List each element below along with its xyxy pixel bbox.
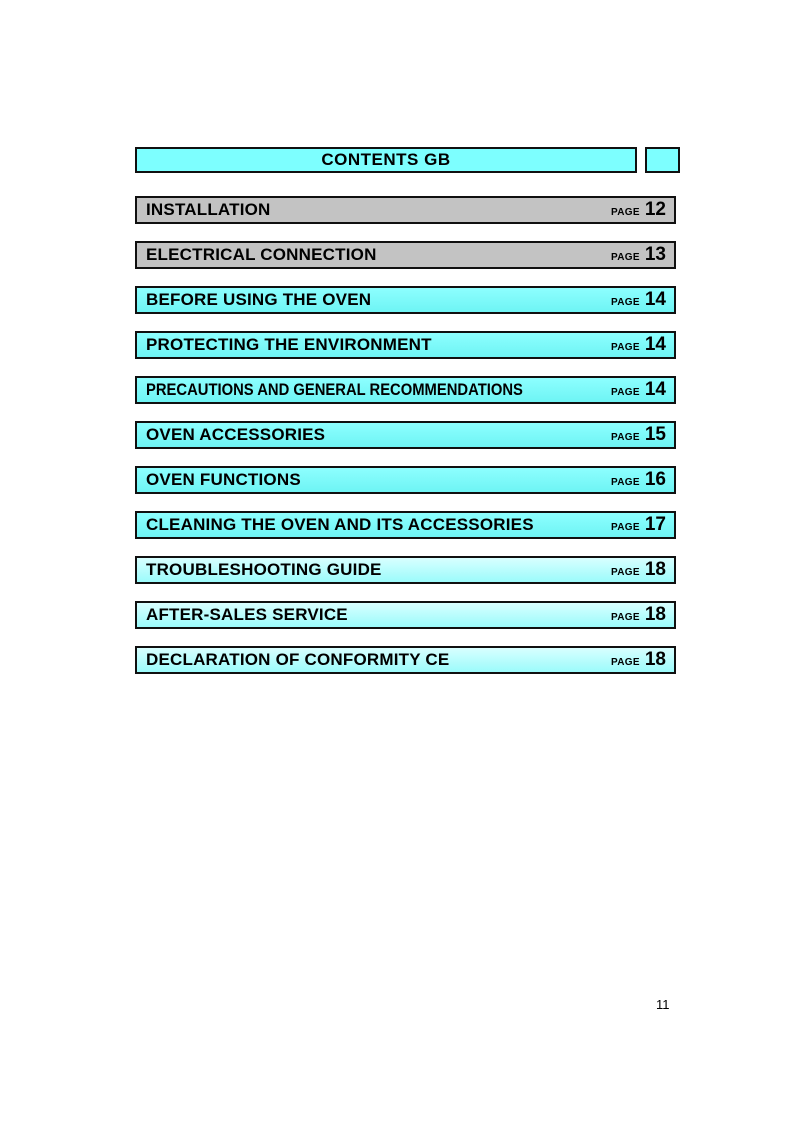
- toc-row: [135, 466, 676, 494]
- toc-entry-page: [611, 469, 666, 491]
- page-number: 15: [644, 424, 666, 445]
- toc-entry-page: [611, 424, 666, 446]
- page-number: 18: [644, 649, 666, 670]
- contents-title: CONTENTS GB: [135, 147, 637, 173]
- page-label: PAGE: [611, 207, 640, 218]
- page-number: 17: [644, 514, 666, 535]
- toc-row: [135, 196, 676, 224]
- page-label: PAGE: [611, 252, 640, 263]
- page-label: PAGE: [611, 387, 640, 398]
- toc-row: [135, 646, 676, 674]
- toc-entry-title: OVEN ACCESSORIES: [146, 425, 326, 444]
- toc-entry-page: [611, 514, 666, 536]
- toc-row: [135, 286, 676, 314]
- toc-row: [135, 421, 676, 449]
- toc-row: [135, 601, 676, 629]
- toc-row: [135, 511, 676, 539]
- toc-entry-page: [611, 559, 666, 581]
- page-label: PAGE: [611, 297, 640, 308]
- toc-row: [135, 241, 676, 269]
- contents-header: [135, 147, 680, 173]
- page-label: PAGE: [611, 477, 640, 488]
- page-label: PAGE: [611, 432, 640, 443]
- page-label: PAGE: [611, 522, 640, 533]
- toc-entry-page: [611, 199, 666, 221]
- toc-entry-title: INSTALLATION: [146, 200, 271, 219]
- toc-row: [135, 331, 676, 359]
- toc-entry-title: BEFORE USING THE OVEN: [146, 290, 372, 309]
- page-number: 16: [644, 469, 666, 490]
- page-number: 12: [644, 199, 666, 220]
- page-folio-number: 11: [656, 997, 670, 1012]
- page-label: PAGE: [611, 342, 640, 353]
- toc-list: [135, 196, 676, 691]
- page-number: 13: [644, 244, 666, 265]
- toc-entry-title: ELECTRICAL CONNECTION: [146, 245, 377, 264]
- page-number: 18: [644, 559, 666, 580]
- page-label: PAGE: [611, 612, 640, 623]
- header-side-box: [645, 147, 680, 173]
- toc-entry-title: TROUBLESHOOTING GUIDE: [146, 560, 382, 579]
- toc-entry-page: [611, 604, 666, 626]
- page-number: 14: [644, 334, 666, 355]
- toc-entry-page: [611, 334, 666, 356]
- toc-entry-title: PRECAUTIONS AND GENERAL RECOMMENDATIONS: [146, 380, 523, 399]
- page-label: PAGE: [611, 567, 640, 578]
- toc-entry-title: CLEANING THE OVEN AND ITS ACCESSORIES: [146, 515, 534, 534]
- toc-entry-title: PROTECTING THE ENVIRONMENT: [146, 335, 432, 354]
- toc-entry-page: [611, 379, 666, 401]
- page-number: 14: [644, 379, 666, 400]
- toc-entry-page: [611, 244, 666, 266]
- page-number: 18: [644, 604, 666, 625]
- toc-entry-title: AFTER-SALES SERVICE: [146, 605, 348, 624]
- toc-row: [135, 376, 676, 404]
- toc-row: [135, 556, 676, 584]
- page-number: 14: [644, 289, 666, 310]
- toc-entry-page: [611, 649, 666, 671]
- toc-entry-title: DECLARATION OF CONFORMITY CE: [146, 650, 450, 669]
- toc-entry-page: [611, 289, 666, 311]
- page-label: PAGE: [611, 657, 640, 668]
- toc-entry-title: OVEN FUNCTIONS: [146, 470, 301, 489]
